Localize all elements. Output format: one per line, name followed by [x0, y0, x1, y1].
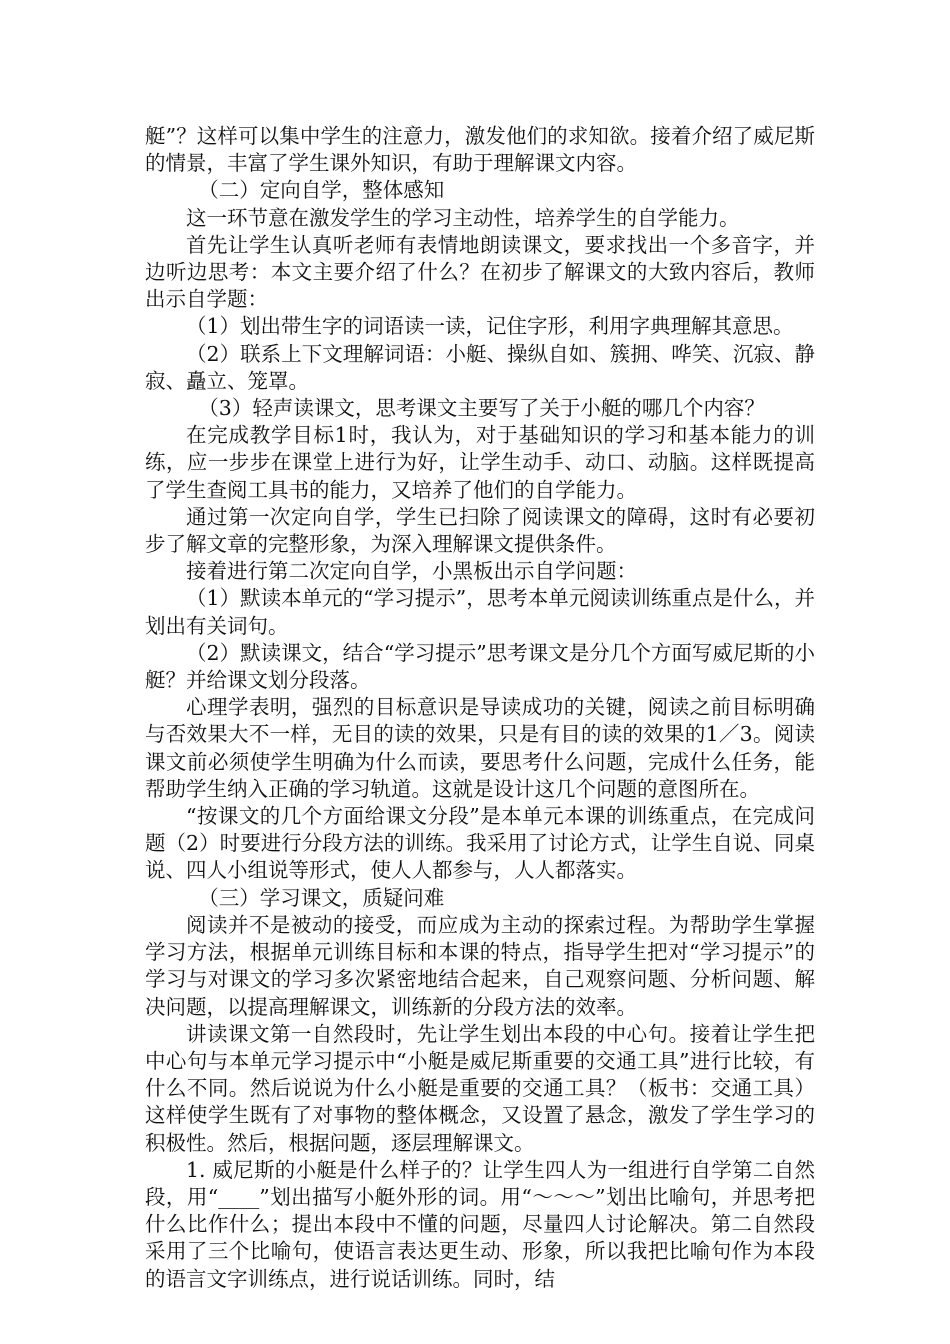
- paragraph: （2）联系上下文理解词语：小艇、操纵自如、簇拥、哗笑、沉寂、静寂、矗立、笼罩。: [145, 341, 815, 393]
- paragraph: 在完成教学目标1时，我认为，对于基础知识的学习和基本能力的训练，应一步步在课堂上进行为好，让学生动手、动口、动脑。这样既提高了学生查阅工具书的能力，又培养了他们的自学能力。: [145, 423, 815, 502]
- paragraph: 首先让学生认真听老师有表情地朗读课文，要求找出一个多音字，并边听边思考：本文主要介绍了什么？在初步了解课文的大致内容后，教师出示自学题：: [145, 232, 815, 312]
- paragraph: 这一环节意在激发学生的学习主动性，培养学生的自学能力。: [186, 205, 740, 230]
- section-heading: （二）定向自学，整体感知: [198, 178, 445, 203]
- section-heading: （3）轻声读课文，思考课文主要写了关于小艇的哪几个内容？: [198, 396, 765, 421]
- paragraph: （1）默读本单元的“学习提示”，思考本单元阅读训练重点是什么，并划出有关词句。: [145, 586, 815, 638]
- paragraph: 阅读并不是被动的接受，而应成为主动的探索过程。为帮助学生掌握学习方法，根据单元训练目标和本课的特点，指导学生把对“学习提示”的学习与对课文的学习多次紧密地结合起来，自己观察问题、分析问题、解决问题，以提高理解课文，训练新的分段方法的效率。: [145, 912, 815, 1019]
- document-body: [145, 123, 815, 1293]
- section-heading: （三）学习课文，质疑问难: [198, 885, 445, 910]
- paragraph: 1. 威尼斯的小艇是什么样子的？让学生四人为一组进行自学第二自然段，用“____”划出描写小艇外形的词。用“～～～”划出比喻句，并思考把什么比作什么；提出本段中不懂的问题，尽量四人讨论解决。第二自然段采用了三个比喻句，使语言表达更生动、形象，所以我把比喻句作为本段的语言文字训练点，进行说话训练。同时，结: [145, 1157, 815, 1291]
- paragraph: 艇”？这样可以集中学生的注意力，激发他们的求知欲。接着介绍了威尼斯的情景，丰富了学生课外知识，有助于理解课文内容。: [145, 124, 815, 176]
- paragraph: 讲读课文第一自然段时，先让学生划出本段的中心句。接着让学生把中心句与本单元学习提示中“小艇是威尼斯重要的交通工具”进行比较，有什么不同。然后说说为什么小艇是重要的交通工具？（板书：交通工具）这样使学生既有了对事物的整体概念，又设置了悬念，激发了学生学习的积极性。然后，根据问题，逐层理解课文。: [145, 1021, 815, 1155]
- paragraph: （2）默读课文，结合“学习提示”思考课文是分几个方面写威尼斯的小艇？并给课文划分段落。: [145, 640, 815, 693]
- paragraph: 心理学表明，强烈的目标意识是导读成功的关键，阅读之前目标明确与否效果大不一样，无目的读的效果，只是有目的读的效果的1／3。阅读课文前必须使学生明确为什么而读，要思考什么问题，完成什么任务，能帮助学生纳入正确的学习轨道。这就是设计这几个问题的意图所在。: [145, 695, 815, 801]
- paragraph: 接着进行第二次定向自学，小黑板出示自学问题：: [186, 559, 637, 584]
- paragraph: “按课文的几个方面给课文分段”是本单元本课的训练重点，在完成问题（2）时要进行分段方法的训练。我采用了讨论方式，让学生自说、同桌说、四人小组说等形式，使人人都参与，人人都落实。: [145, 804, 815, 883]
- paragraph: （1）划出带生字的词语读一读，记住字形，利用字典理解其意思。: [186, 314, 794, 339]
- paragraph: 通过第一次定向自学，学生已扫除了阅读课文的障碍，这时有必要初步了解文章的完整形象，为深入理解课文提供条件。: [145, 504, 815, 557]
